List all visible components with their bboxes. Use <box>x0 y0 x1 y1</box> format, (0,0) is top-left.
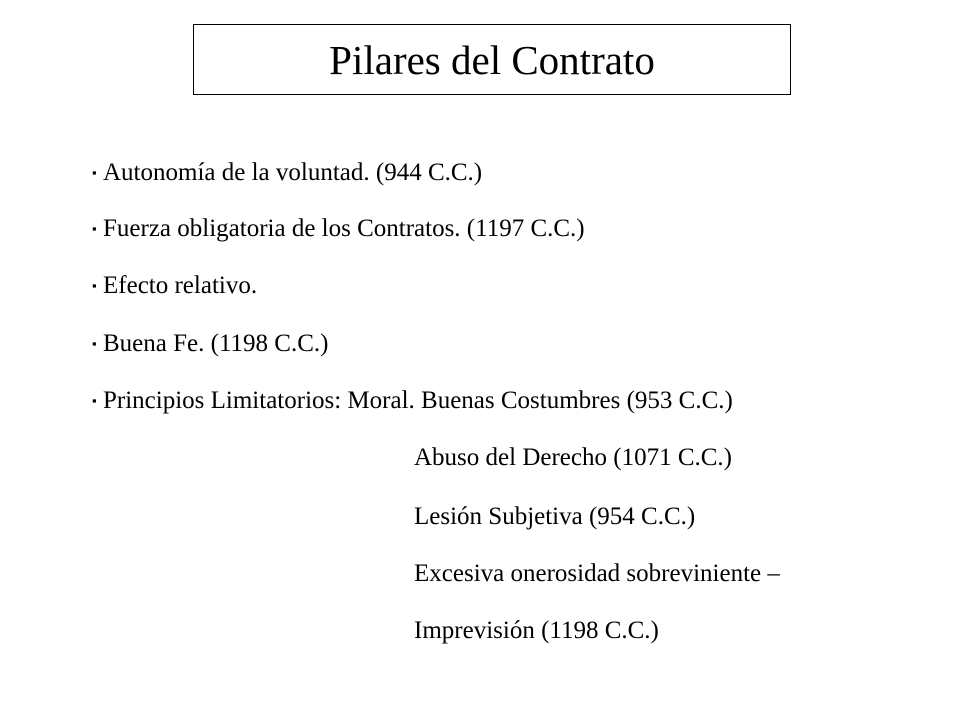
bullet-item <box>92 214 585 244</box>
bullet-square-icon: ▪ <box>92 221 97 236</box>
bullet-item <box>92 386 733 416</box>
bullet-square-icon: ▪ <box>92 278 97 293</box>
bullet-item <box>92 158 482 188</box>
slide-title: Pilares del Contrato <box>329 37 655 83</box>
title-box <box>193 24 791 95</box>
bullet-text: Buena Fe. (1198 C.C.) <box>103 330 329 357</box>
bullet-square-icon: ▪ <box>92 165 97 180</box>
bullet-square-icon: ▪ <box>92 393 97 408</box>
bullet-item <box>92 329 328 359</box>
bullet-text: Autonomía de la voluntad. (944 C.C.) <box>103 159 483 186</box>
sub-item: Excesiva onerosidad sobreviniente – <box>414 560 780 587</box>
bullet-square-icon: ▪ <box>92 336 97 351</box>
sub-item: Lesión Subjetiva (954 C.C.) <box>414 503 696 530</box>
bullet-text: Principios Limitatorios: Moral. Buenas Costumbres (953 C.C.) <box>103 387 733 414</box>
sub-item: Imprevisión (1198 C.C.) <box>414 617 659 644</box>
bullet-item <box>92 271 257 301</box>
sub-item: Abuso del Derecho (1071 C.C.) <box>414 444 732 471</box>
bullet-text: Fuerza obligatoria de los Contratos. (1197 C.C.) <box>103 215 585 242</box>
bullet-text: Efecto relativo. <box>103 272 258 299</box>
